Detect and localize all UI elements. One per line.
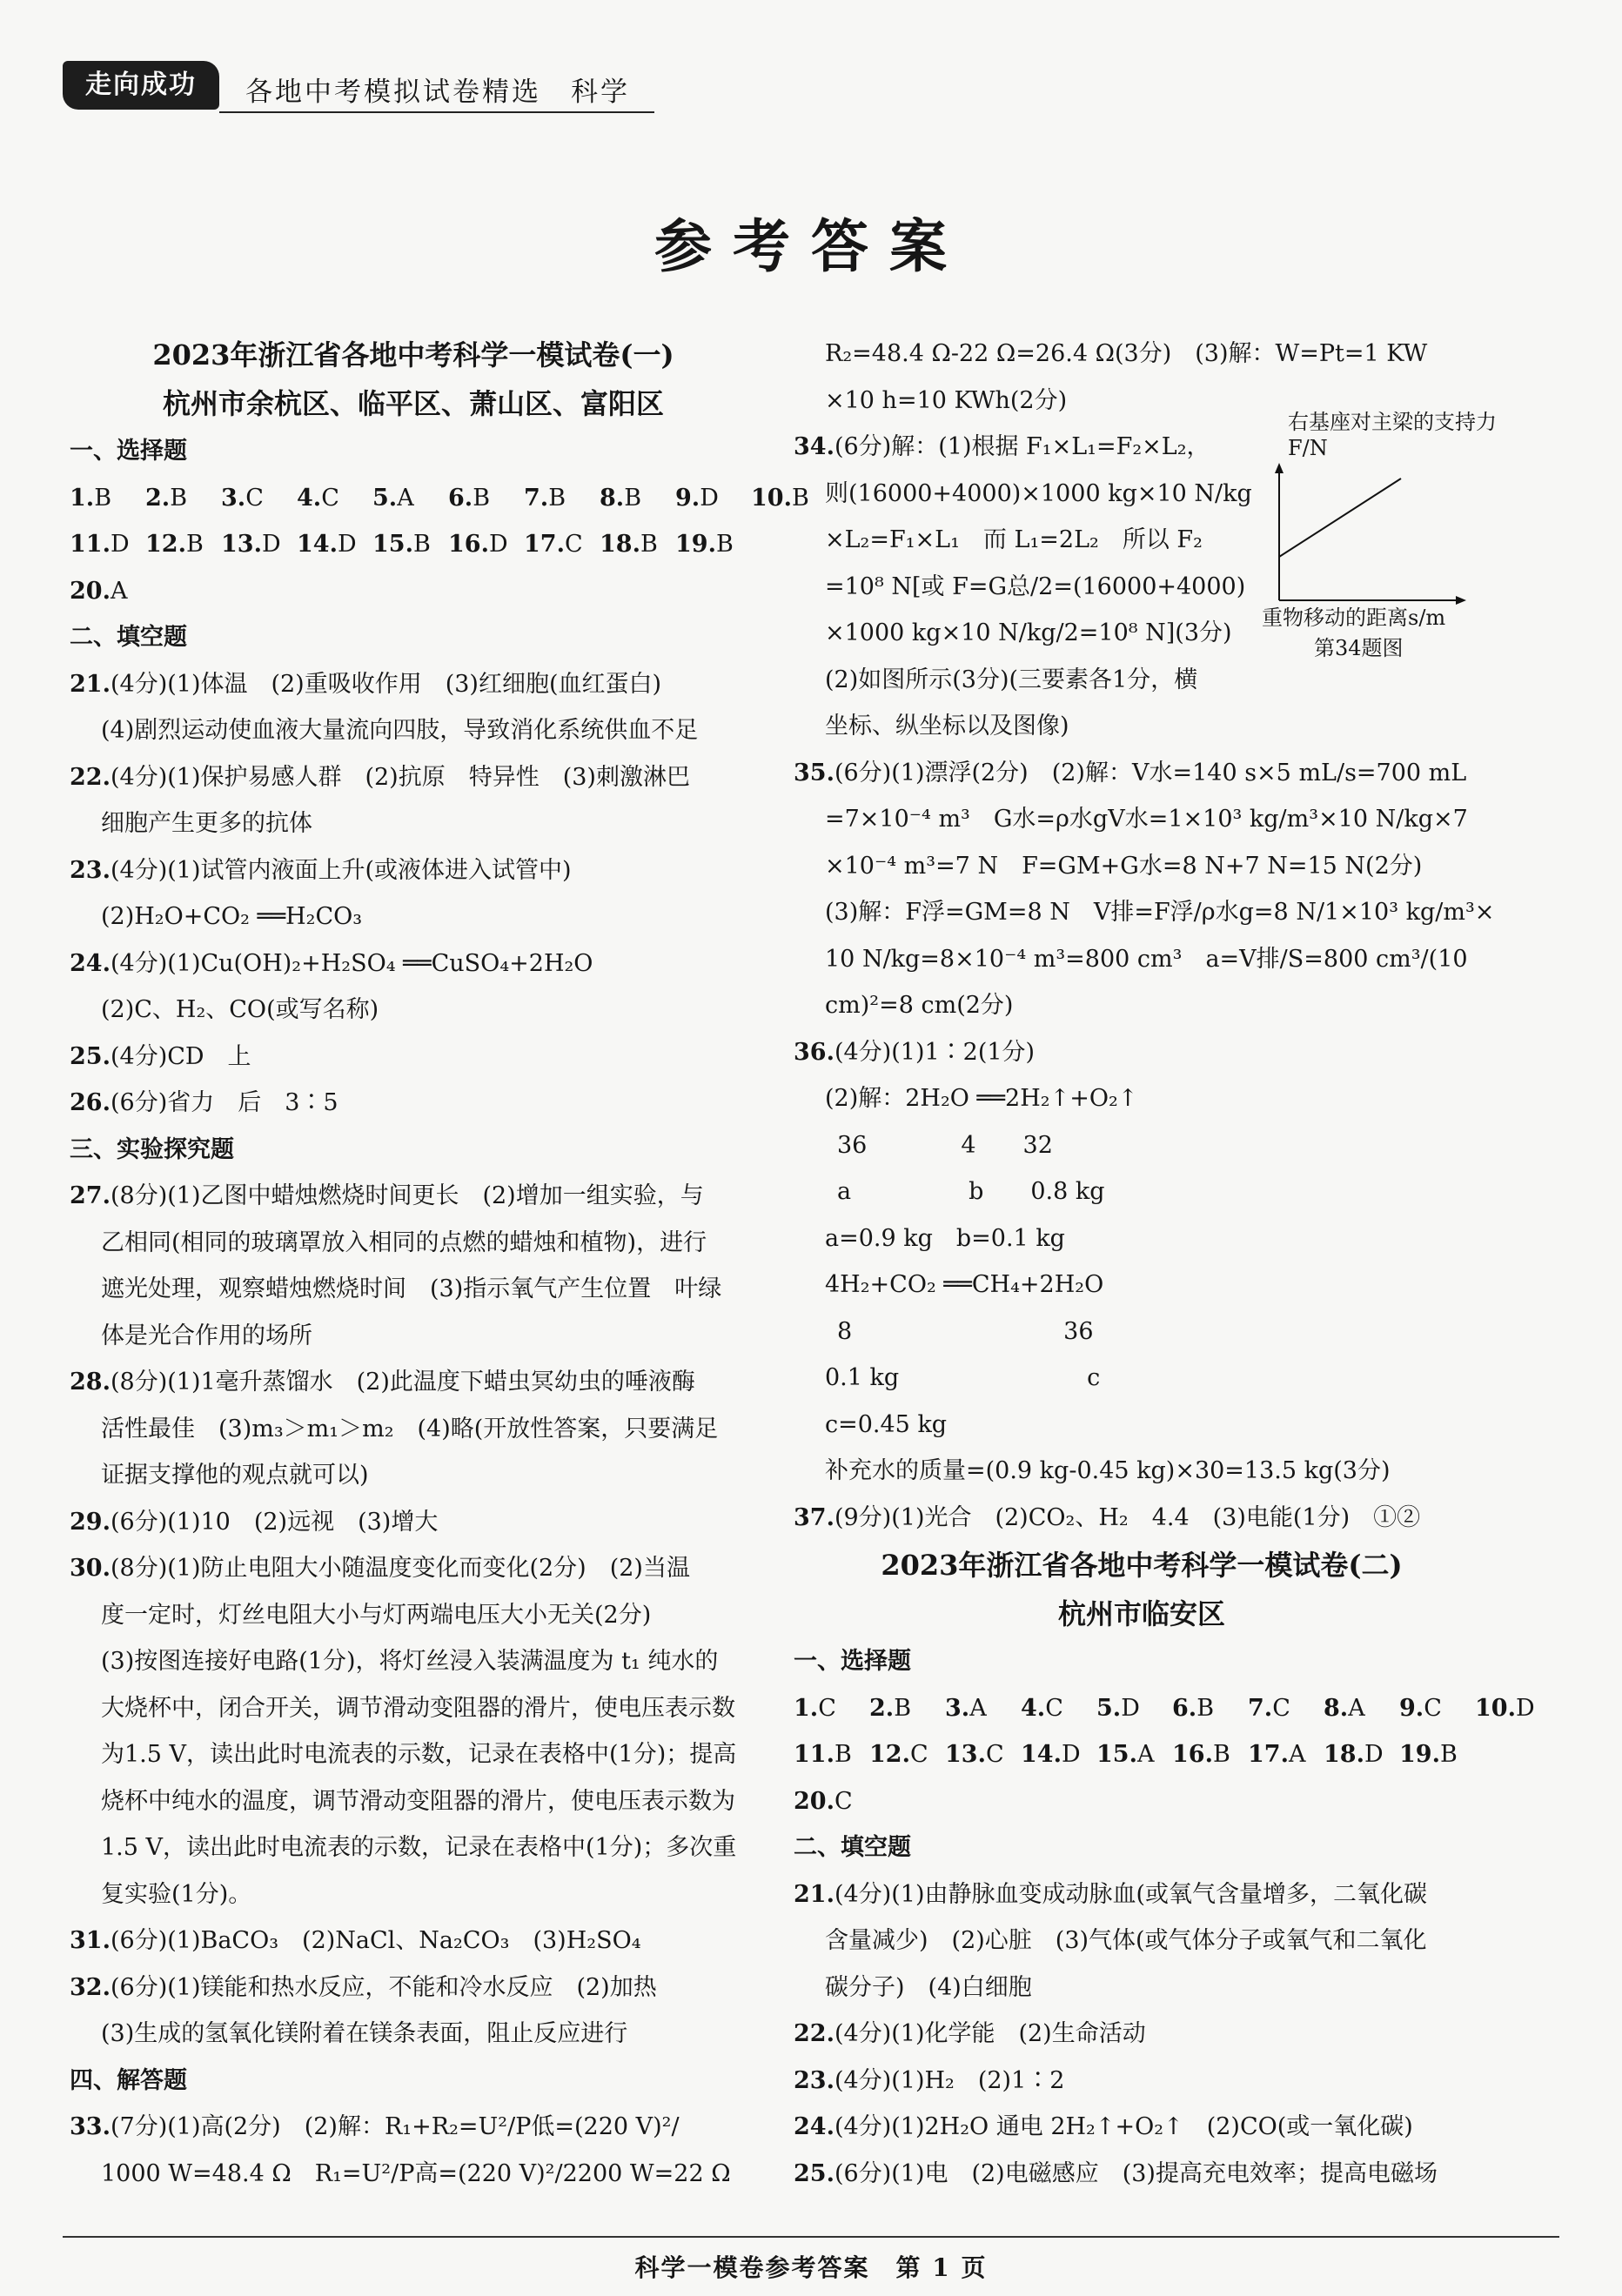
question-number: 2. bbox=[145, 484, 171, 512]
answer-line bbox=[70, 661, 757, 708]
answer-letter: D bbox=[700, 484, 719, 512]
answer-text: (6分)(1)漂浮(2分) (2)解：V水=140 s×5 mL/s=700 mL bbox=[834, 759, 1467, 787]
answer-letter: A bbox=[110, 577, 128, 605]
answer-text: 为1.5 V，读出此时电流表的示数，记录在表格中(1分)；提高 bbox=[101, 1741, 737, 1768]
answer-text: 36 4 32 bbox=[837, 1131, 1053, 1159]
choice-answer bbox=[145, 521, 221, 568]
answer-letter: A bbox=[1136, 1741, 1155, 1768]
answer-line bbox=[794, 889, 1495, 936]
answer-text: 1000 W=48.4 Ω R₁=U²/P高=(220 V)²/2200 W=22 Ω bbox=[101, 2159, 731, 2187]
question-number: 5. bbox=[1096, 1694, 1122, 1722]
answer-text: =10⁸ N[或 F=G总/2=(16000+4000) bbox=[825, 572, 1246, 600]
answer-line bbox=[70, 1406, 757, 1453]
figure-caption: 第34题图 bbox=[1314, 636, 1404, 660]
answer-letter: B bbox=[834, 1741, 852, 1768]
answer-letter: C bbox=[909, 1741, 928, 1768]
choice-answer bbox=[1248, 1685, 1324, 1732]
question-number: 21. bbox=[794, 1880, 834, 1908]
answer-text: 活性最佳 (3)m₃＞m₁＞m₂ (4)略(开放性答案，只要满足 bbox=[101, 1415, 719, 1443]
answer-line bbox=[70, 1824, 757, 1871]
answer-letter: B bbox=[1439, 1741, 1458, 1768]
answer-line bbox=[794, 982, 1490, 1029]
choice-answer bbox=[448, 475, 524, 522]
answer-letter: D bbox=[261, 531, 281, 558]
question-number: 21. bbox=[70, 670, 111, 698]
figure-xlabel: 重物移动的距离s/m bbox=[1262, 606, 1446, 630]
answer-line bbox=[70, 987, 757, 1034]
choice-answer bbox=[524, 521, 600, 568]
answer-text: =7×10⁻⁴ m³ G水=ρ水gV水=1×10³ kg/m³×10 N/kg×7 bbox=[825, 806, 1468, 833]
answer-line bbox=[794, 843, 1490, 890]
answer-line bbox=[794, 750, 1490, 797]
answer-text: 度一定时，灯丝电阻大小与灯两端电压大小无关(2分) bbox=[101, 1601, 652, 1629]
answer-line bbox=[70, 940, 757, 987]
figure-graph bbox=[1270, 444, 1471, 609]
question-number: 1. bbox=[70, 484, 95, 512]
choice-answer bbox=[675, 475, 751, 522]
question-number: 8. bbox=[600, 484, 625, 512]
answer-line bbox=[70, 1080, 757, 1127]
answer-text: 碳分子) (4)白细胞 bbox=[825, 1973, 1032, 2001]
question-number: 10. bbox=[1475, 1694, 1516, 1722]
question-number: 26. bbox=[70, 1089, 111, 1116]
question-number: 7. bbox=[524, 484, 549, 512]
answer-letter: C bbox=[1272, 1694, 1290, 1722]
answer-letter: C bbox=[1424, 1694, 1442, 1722]
question-number: 35. bbox=[794, 759, 834, 787]
answer-letter: A bbox=[1348, 1694, 1365, 1722]
choice-answer bbox=[869, 1731, 945, 1778]
choice-answer bbox=[794, 1731, 869, 1778]
answer-line bbox=[70, 2104, 757, 2151]
question-number: 20. bbox=[794, 1787, 834, 1815]
question-number: 22. bbox=[794, 2020, 834, 2047]
question-number: 11. bbox=[794, 1741, 834, 1768]
answer-line bbox=[70, 1034, 757, 1081]
paper2-choice-row bbox=[794, 1731, 1490, 1778]
paper1-experiment-answers bbox=[70, 1173, 757, 2058]
answer-text: R₂=48.4 Ω-22 Ω=26.4 Ω(3分) (3)解：W=Pt=1 KW bbox=[825, 340, 1428, 367]
answer-line bbox=[794, 2104, 1490, 2151]
answer-letter: D bbox=[110, 531, 130, 558]
footer-rule bbox=[63, 2236, 1559, 2238]
answer-line bbox=[70, 707, 757, 754]
choice-answer bbox=[945, 1731, 1021, 1778]
answer-letter: B bbox=[185, 531, 204, 558]
answer-line bbox=[70, 894, 757, 940]
answer-text: ×10⁻⁴ m³=7 N F=GM+G水=8 N+7 N=15 N(2分) bbox=[825, 852, 1423, 880]
answer-letter: C bbox=[564, 531, 583, 558]
answer-text: 细胞产生更多的抗体 bbox=[101, 810, 312, 837]
answer-text: (4分)(1)体温 (2)重吸收作用 (3)红细胞(血红蛋白) bbox=[110, 670, 662, 698]
answer-line bbox=[70, 1499, 757, 1546]
answer-text: (4分)(1)由静脉血变成动脉血(或氧气含量增多，二氧化碳 bbox=[834, 1880, 1428, 1908]
answer-text: (4分)(1)2H₂O 通电 2H₂↑+O₂↑ (2)CO(或一氧化碳) bbox=[834, 2113, 1413, 2140]
answer-text: 含量减少) (2)心脏 (3)气体(或气体分子或氧气和二氧化 bbox=[825, 1927, 1427, 1954]
paper2-fill-answers bbox=[794, 1871, 1490, 2198]
choice-answer bbox=[1172, 1731, 1248, 1778]
question-number: 10. bbox=[751, 484, 792, 512]
answer-text: (6分)省力 后 3∶5 bbox=[110, 1089, 338, 1116]
choice-answer bbox=[70, 568, 145, 615]
answer-line bbox=[794, 1029, 1490, 1076]
choice-answer bbox=[1324, 1731, 1399, 1778]
answer-text: (8分)(1)1毫升蒸馏水 (2)此温度下蜡虫冥幼虫的唾液酶 bbox=[110, 1369, 695, 1396]
choice-answer bbox=[1475, 1685, 1551, 1732]
question-number: 8. bbox=[1324, 1694, 1349, 1722]
paper1-choice-row bbox=[70, 521, 757, 568]
answer-text: (9分)(1)光合 (2)CO₂、H₂ 4.4 (3)电能(1分) ①② bbox=[834, 1503, 1421, 1531]
page-footer: 科学一模卷参考答案 第 1 页 bbox=[634, 2253, 988, 2282]
paper1-section-experiment: 三、实验探究题 bbox=[70, 1135, 234, 1163]
answer-letter: D bbox=[488, 531, 508, 558]
answer-line bbox=[70, 1918, 757, 1965]
brand-logo: 走向成功 bbox=[63, 61, 219, 110]
answer-letter: B bbox=[791, 484, 809, 512]
answer-letter: B bbox=[548, 484, 566, 512]
question-number: 30. bbox=[70, 1555, 111, 1582]
question-number: 15. bbox=[1096, 1741, 1137, 1768]
answer-line bbox=[794, 1168, 1490, 1215]
question-number: 19. bbox=[675, 531, 716, 558]
answer-letter: D bbox=[1364, 1741, 1384, 1768]
question-number: 34. bbox=[794, 433, 834, 460]
answer-line bbox=[70, 1220, 757, 1267]
answer-text: ×10 h=10 KWh(2分) bbox=[825, 386, 1068, 414]
answer-text: (8分)(1)防止电阻大小随温度变化而变化(2分) (2)当温 bbox=[110, 1555, 690, 1582]
question-number: 9. bbox=[1399, 1694, 1424, 1722]
answer-line bbox=[70, 1313, 757, 1360]
answer-letter: B bbox=[1212, 1741, 1230, 1768]
answer-letter: C bbox=[985, 1741, 1004, 1768]
choice-answer bbox=[372, 521, 448, 568]
answer-line bbox=[794, 2151, 1490, 2198]
answer-text: 8 36 bbox=[837, 1317, 1094, 1345]
choice-answer bbox=[524, 475, 600, 522]
choice-answer bbox=[1021, 1731, 1096, 1778]
question-number: 25. bbox=[794, 2159, 834, 2187]
answer-text: 乙相同(相同的玻璃罩放入相同的点燃的蜡烛和植物)，进行 bbox=[101, 1228, 707, 1256]
question-number: 13. bbox=[945, 1741, 986, 1768]
question-number: 25. bbox=[70, 1042, 111, 1070]
answer-line bbox=[794, 331, 1490, 378]
choice-answer bbox=[1248, 1731, 1324, 1778]
answer-line bbox=[70, 1592, 757, 1639]
paper2-section-fill: 二、填空题 bbox=[794, 1834, 911, 1861]
answer-text: (4分)CD 上 bbox=[110, 1042, 251, 1070]
question-number: 19. bbox=[1399, 1741, 1440, 1768]
answer-letter: A bbox=[969, 1694, 987, 1722]
answer-line bbox=[70, 800, 757, 847]
answer-line bbox=[794, 1262, 1490, 1309]
answer-text: (7分)(1)高(2分) (2)解：R₁+R₂=U²/P低=(220 V)²/ bbox=[110, 2113, 680, 2140]
answer-text: (6分)(1)镁能和热水反应，不能和冷水反应 (2)加热 bbox=[110, 1973, 657, 2001]
paper1-section-solve: 四、解答题 bbox=[70, 2066, 187, 2094]
answer-text: 则(16000+4000)×1000 kg×10 N/kg bbox=[825, 479, 1252, 507]
question-number: 17. bbox=[524, 531, 565, 558]
page-title: 参考答案 bbox=[654, 212, 968, 280]
answer-letter: B bbox=[640, 531, 658, 558]
answer-text: 证据支撑他的观点就可以) bbox=[101, 1462, 369, 1489]
paper1-choice-row bbox=[70, 475, 809, 522]
choice-answer bbox=[794, 1778, 869, 1825]
answer-line bbox=[794, 1918, 1490, 1965]
choice-answer bbox=[675, 521, 751, 568]
choice-answer bbox=[70, 475, 145, 522]
answer-letter: B bbox=[94, 484, 112, 512]
answer-text: (6分)解：(1)根据 F₁×L₁=F₂×L₂， bbox=[834, 433, 1210, 460]
answer-text: 10 N/kg=8×10⁻⁴ m³=800 cm³ a=V排/S=800 cm³/(10 bbox=[825, 945, 1468, 973]
answer-line bbox=[794, 1122, 1490, 1169]
answer-text: 1.5 V，读出此时电流表的示数，记录在表格中(1分)；多次重 bbox=[101, 1834, 737, 1861]
choice-answer bbox=[448, 521, 524, 568]
answer-text: a=0.9 kg b=0.1 kg bbox=[825, 1224, 1065, 1252]
x-axis-arrow bbox=[1456, 596, 1466, 605]
question-number: 27. bbox=[70, 1182, 111, 1209]
choice-answer bbox=[945, 1685, 1021, 1732]
question-number: 9. bbox=[675, 484, 700, 512]
question-number: 15. bbox=[372, 531, 413, 558]
choice-answer bbox=[600, 521, 675, 568]
header-rule bbox=[219, 111, 654, 113]
answer-line bbox=[70, 754, 757, 801]
answer-line bbox=[794, 1965, 1490, 2012]
page-header bbox=[63, 61, 654, 113]
question-number: 32. bbox=[70, 1973, 111, 2001]
paper1-choice-row bbox=[70, 568, 757, 615]
question-number: 16. bbox=[1172, 1741, 1213, 1768]
answer-letter: B bbox=[1196, 1694, 1215, 1722]
left-column bbox=[70, 331, 809, 2197]
question-number: 7. bbox=[1248, 1694, 1273, 1722]
question-number: 22. bbox=[70, 763, 111, 791]
question-number: 1. bbox=[794, 1694, 819, 1722]
choice-answer bbox=[70, 521, 145, 568]
answer-letter: B bbox=[624, 484, 642, 512]
answer-line bbox=[794, 936, 1490, 983]
book-title: 各地中考模拟试卷精选 科学 bbox=[245, 77, 630, 108]
question-number: 18. bbox=[1324, 1741, 1364, 1768]
answer-text: (4分)(1)H₂ (2)1∶2 bbox=[834, 2066, 1065, 2094]
question-number: 2. bbox=[869, 1694, 895, 1722]
answer-text: (4分)(1)Cu(OH)₂+H₂SO₄ ══CuSO₄+2H₂O bbox=[110, 949, 593, 977]
answer-line bbox=[794, 703, 1490, 750]
choice-answer bbox=[794, 1685, 869, 1732]
choice-answer bbox=[1096, 1731, 1172, 1778]
question-number: 6. bbox=[1172, 1694, 1197, 1722]
question-number: 23. bbox=[794, 2066, 834, 2094]
question-number: 14. bbox=[1021, 1741, 1062, 1768]
question-number: 31. bbox=[70, 1927, 111, 1954]
y-axis-arrow bbox=[1275, 463, 1284, 473]
answer-line bbox=[70, 1638, 757, 1685]
answer-letter: C bbox=[834, 1787, 853, 1815]
answer-letter: D bbox=[1061, 1741, 1081, 1768]
answer-line bbox=[70, 2151, 757, 2198]
answer-text: (3)按图连接好电路(1分)，将灯丝浸入装满温度为 t₁ 纯水的 bbox=[101, 1648, 719, 1675]
question-number: 11. bbox=[70, 531, 111, 558]
answer-line bbox=[794, 796, 1490, 843]
answer-line bbox=[70, 1871, 757, 1918]
question-number: 12. bbox=[869, 1741, 910, 1768]
question-number: 14. bbox=[297, 531, 338, 558]
answer-text: (4分)(1)1∶2(1分) bbox=[834, 1038, 1036, 1066]
answer-letter: D bbox=[1515, 1694, 1535, 1722]
answer-letter: D bbox=[1121, 1694, 1140, 1722]
question-number: 6. bbox=[448, 484, 473, 512]
answer-text: (4分)(1)化学能 (2)生命活动 bbox=[834, 2020, 1146, 2047]
choice-answer bbox=[1399, 1685, 1475, 1732]
answer-line bbox=[70, 1685, 757, 1732]
answer-letter: C bbox=[245, 484, 264, 512]
answer-line bbox=[794, 1355, 1490, 1402]
question-number: 4. bbox=[297, 484, 322, 512]
answer-line bbox=[794, 2058, 1490, 2105]
answer-line bbox=[70, 2011, 757, 2058]
question-number: 24. bbox=[794, 2113, 834, 2140]
answer-text: 遮光处理，观察蜡烛燃烧时间 (3)指示氧气产生位置 叶绿 bbox=[101, 1275, 722, 1302]
answer-letter: A bbox=[1288, 1741, 1306, 1768]
answer-text: (6分)(1)电 (2)电磁感应 (3)提高充电效率；提高电磁场 bbox=[834, 2159, 1438, 2187]
answer-text: 体是光合作用的场所 bbox=[101, 1322, 312, 1349]
answer-line bbox=[794, 1495, 1490, 1542]
answer-text: (2)H₂O+CO₂ ══H₂CO₃ bbox=[101, 903, 363, 930]
question-number: 3. bbox=[945, 1694, 970, 1722]
question-number: 29. bbox=[70, 1508, 111, 1536]
answer-text: (3)生成的氢氧化镁附着在镁条表面，阻止反应进行 bbox=[101, 2020, 628, 2047]
answer-line bbox=[794, 1448, 1490, 1495]
answer-text: 烧杯中纯水的温度，调节滑动变阻器的滑片，使电压表示数为 bbox=[101, 1787, 735, 1815]
answer-line bbox=[70, 1965, 757, 2012]
choice-answer bbox=[1096, 1685, 1172, 1732]
answer-letter: A bbox=[397, 484, 414, 512]
question-number: 36. bbox=[794, 1038, 834, 1066]
answer-text: (6分)(1)BaCO₃ (2)NaCl、Na₂CO₃ (3)H₂SO₄ bbox=[110, 1927, 641, 1954]
answer-letter: C bbox=[321, 484, 339, 512]
choice-answer bbox=[297, 475, 372, 522]
answer-line bbox=[794, 1871, 1490, 1918]
answer-line bbox=[70, 1545, 757, 1592]
choice-answer bbox=[600, 475, 675, 522]
paper1-title: 2023年浙江省各地中考科学一模试卷(一) bbox=[152, 338, 674, 372]
paper1-solve-answers bbox=[70, 2104, 757, 2197]
paper2-title: 2023年浙江省各地中考科学一模试卷(二) bbox=[881, 1549, 1403, 1582]
question-number: 16. bbox=[448, 531, 489, 558]
choice-answer bbox=[221, 521, 297, 568]
question-number: 3. bbox=[221, 484, 246, 512]
answer-text: 大烧杯中，闭合开关，调节滑动变阻器的滑片，使电压表示数 bbox=[101, 1694, 735, 1722]
question-number: 18. bbox=[600, 531, 640, 558]
choice-answer bbox=[1399, 1731, 1475, 1778]
answer-line bbox=[70, 1778, 757, 1825]
answer-line bbox=[70, 1359, 757, 1406]
answer-text: 补充水的质量=(0.9 kg-0.45 kg)×30=13.5 kg(3分) bbox=[825, 1457, 1391, 1484]
question-number: 13. bbox=[221, 531, 262, 558]
answer-letter: B bbox=[715, 531, 734, 558]
answer-text: ×L₂=F₁×L₁ 而 L₁=2L₂ 所以 F₂ bbox=[825, 526, 1203, 553]
answer-text: c=0.45 kg bbox=[825, 1410, 948, 1438]
answer-line bbox=[70, 1731, 757, 1778]
question-number: 4. bbox=[1021, 1694, 1046, 1722]
answer-text: (4分)(1)保护易感人群 (2)抗原 特异性 (3)刺激淋巴 bbox=[110, 763, 690, 791]
figure-34 bbox=[1262, 409, 1523, 670]
answer-text: 复实验(1分)。 bbox=[101, 1880, 252, 1908]
question-number: 24. bbox=[70, 949, 111, 977]
answer-text: 4H₂+CO₂ ══CH₄+2H₂O bbox=[825, 1271, 1104, 1298]
force-line bbox=[1279, 479, 1401, 557]
answer-text: cm)²=8 cm(2分) bbox=[825, 992, 1014, 1019]
answer-text: 0.1 kg c bbox=[825, 1364, 1101, 1391]
question-number: 20. bbox=[70, 577, 111, 605]
answer-letter: B bbox=[473, 484, 491, 512]
question-number: 12. bbox=[145, 531, 186, 558]
answer-text: a b 0.8 kg bbox=[837, 1178, 1105, 1205]
answer-letter: B bbox=[170, 484, 188, 512]
question-number: 17. bbox=[1248, 1741, 1289, 1768]
choice-answer bbox=[297, 521, 372, 568]
question-number: 28. bbox=[70, 1369, 111, 1396]
answer-text: (2)解：2H₂O ══2H₂↑+O₂↑ bbox=[825, 1085, 1138, 1112]
answer-text: (6分)(1)10 (2)远视 (3)增大 bbox=[110, 1508, 439, 1536]
answer-text: (4)剧烈运动使血液大量流向四肢，导致消化系统供血不足 bbox=[101, 717, 699, 744]
question-number: 5. bbox=[372, 484, 398, 512]
answer-line bbox=[794, 1309, 1490, 1356]
answer-letter: D bbox=[337, 531, 357, 558]
choice-answer bbox=[1172, 1685, 1248, 1732]
paper1-fill-answers bbox=[70, 661, 757, 1127]
answer-text: (8分)(1)乙图中蜡烛燃烧时间更长 (2)增加一组实验，与 bbox=[110, 1182, 704, 1209]
paper2-section-choice: 一、选择题 bbox=[794, 1648, 911, 1675]
question-number: 33. bbox=[70, 2113, 111, 2140]
answer-line bbox=[70, 847, 757, 894]
answer-text: (3)解：F浮=GM=8 N V排=F浮/ρ水g=8 N/1×10³ kg/m³× bbox=[825, 899, 1495, 926]
answer-line bbox=[794, 1215, 1490, 1262]
answer-line bbox=[794, 2011, 1490, 2058]
choice-answer bbox=[869, 1685, 945, 1732]
answer-letter: B bbox=[894, 1694, 912, 1722]
paper1-section-fill: 二、填空题 bbox=[70, 624, 187, 651]
paper2-choice-row bbox=[794, 1778, 1490, 1825]
paper2-choice-row bbox=[794, 1685, 1535, 1732]
answer-letter: C bbox=[818, 1694, 836, 1722]
paper1-section-choice: 一、选择题 bbox=[70, 438, 187, 465]
answer-letter: B bbox=[412, 531, 431, 558]
paper1-subtitle: 杭州市余杭区、临平区、萧山区、富阳区 bbox=[162, 387, 664, 420]
answer-line bbox=[70, 1266, 757, 1313]
choice-answer bbox=[145, 475, 221, 522]
choice-answer bbox=[1021, 1685, 1096, 1732]
choice-answer bbox=[372, 475, 448, 522]
answer-line bbox=[70, 1173, 757, 1220]
question-number: 37. bbox=[794, 1503, 834, 1531]
answer-letter: C bbox=[1045, 1694, 1063, 1722]
question-number: 23. bbox=[70, 856, 111, 884]
answer-text: (2)C、H₂、CO(或写名称) bbox=[101, 996, 379, 1023]
answer-text: ×1000 kg×10 N/kg/2=10⁸ N](3分) bbox=[825, 619, 1232, 646]
paper2-subtitle: 杭州市临安区 bbox=[1057, 1597, 1225, 1630]
figure-ylabel: 右基座对主梁的支持力F/N bbox=[1288, 410, 1497, 460]
answer-text: 坐标、纵坐标以及图像) bbox=[825, 713, 1069, 740]
answer-line bbox=[794, 1402, 1490, 1449]
answer-line bbox=[794, 1075, 1490, 1122]
answer-line bbox=[70, 1452, 757, 1499]
choice-answer bbox=[1324, 1685, 1399, 1732]
answer-text: (2)如图所示(3分)(三要素各1分，横 bbox=[825, 666, 1198, 693]
choice-answer bbox=[221, 475, 297, 522]
answer-text: (4分)(1)试管内液面上升(或液体进入试管中) bbox=[110, 856, 572, 884]
